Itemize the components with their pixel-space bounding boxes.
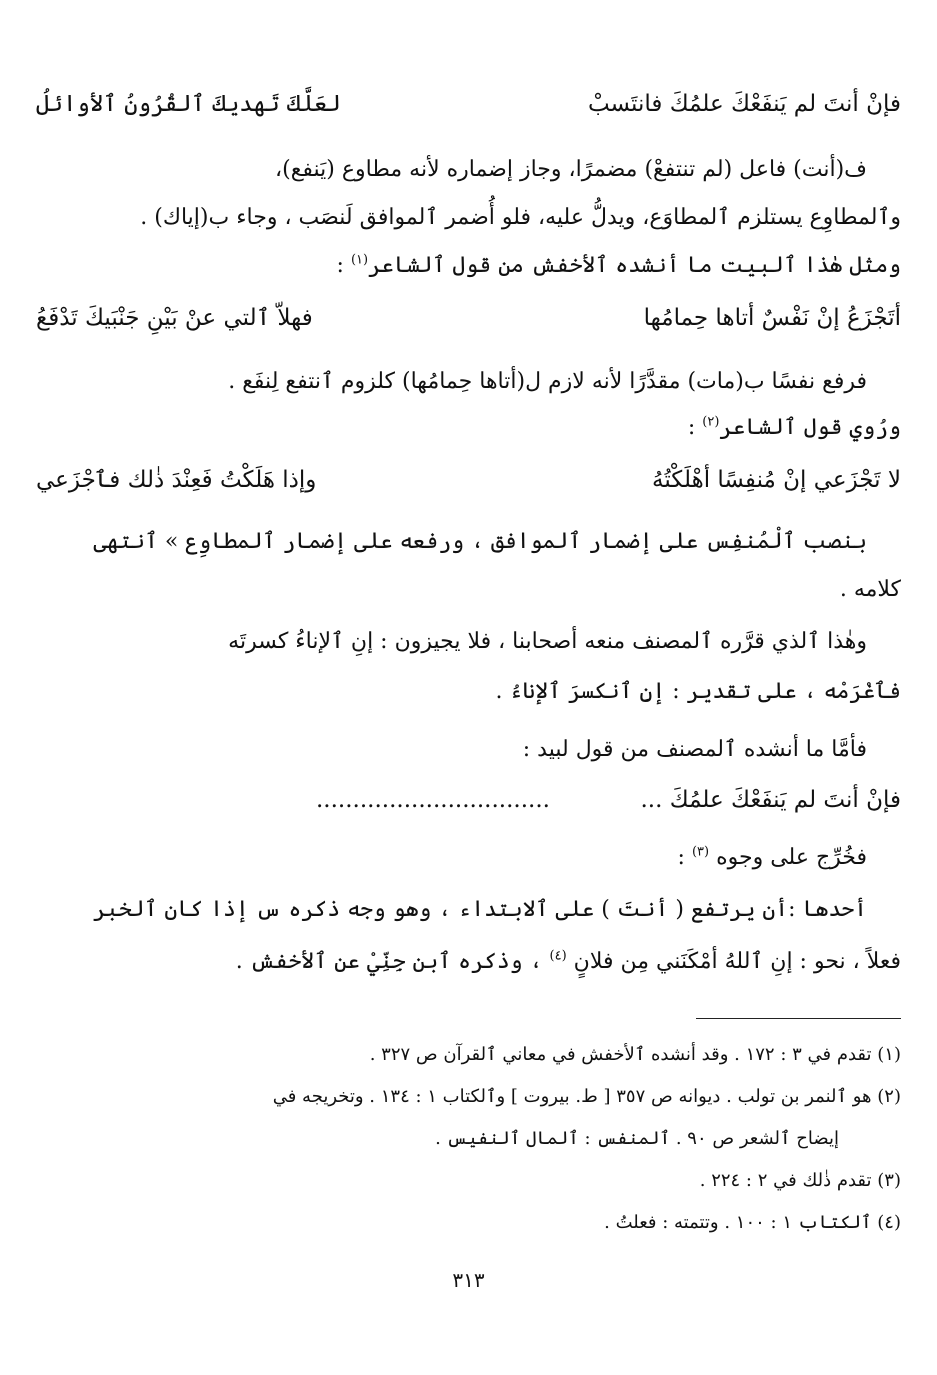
footnote-reference: (٤) xyxy=(549,948,567,964)
paragraph-text: ورُوي قول ٱلشاعر xyxy=(719,415,901,440)
paragraph-line: بنصب ٱلْمُنفِس على إضمار ٱلموافق ، ورفعه على إضمار ٱلمطاوِع » ٱنتهى xyxy=(93,529,867,554)
paragraph-text: فعلاً ، نحو : إنِ ٱللهُ أمْكَنَني مِن فلانٍ xyxy=(573,949,901,974)
verse-3 xyxy=(36,458,901,502)
verse-first-hemistich: فإنْ أنتَ لم يَنفَعْكَ علمُكَ فانتَسبْ xyxy=(587,91,901,117)
footnote-2: (٢) هو ٱلنمر بن تولب . ديوانه ص ٣٥٧ [ ط. بيروت ] وٱلكتاب ١ : ١٣٤ . وتخريجه في xyxy=(272,1086,901,1107)
verse-ellipsis: ................................ xyxy=(316,787,550,813)
verse-2 xyxy=(36,296,901,340)
paragraph-line: فأمَّا ما أنشده ٱلمصنف من قول لبيد : xyxy=(522,737,867,762)
footnote-reference: (٣) xyxy=(691,844,710,860)
page-number: ٣١٣ xyxy=(452,1268,485,1292)
verse-4 xyxy=(36,778,901,822)
footnote-1: (١) تقدم في ٣ : ١٧٢ . وقد أنشده ٱلأخفش في معاني ٱلقرآن ص ٣٢٧ . xyxy=(369,1044,901,1065)
paragraph-line xyxy=(36,942,901,982)
colon: : xyxy=(336,253,344,278)
colon: : xyxy=(677,845,685,870)
verse-first-hemistich: أتَجْزَعُ إنْ نَفْسٌ أتاها حِمامُها xyxy=(643,305,901,331)
paragraph-line: فرفع نفسًا ب(مات) مقدَّرًا لأنه لازم ل(أتاها حِمامُها) كلزوم ٱنتفع لِنفَع . xyxy=(228,369,867,394)
footnote-2-continuation: إيضاح ٱلشعر ص ٩٠ . ٱلمنفس : ٱلمال ٱلنفيس . xyxy=(435,1128,839,1149)
paragraph-line: كلامه . xyxy=(839,577,901,602)
footnote-reference: (١) xyxy=(350,252,369,268)
footnote-reference: (٢) xyxy=(702,414,720,430)
paragraph-line xyxy=(36,408,901,448)
verse-second-hemistich: فهلاّ ٱلتي عنْ بَيْنِ جَنْبَيكَ تَدْفَعُ xyxy=(36,305,313,331)
paragraph-line: فٱغْرَمْه ، على تقدير : إنِ ٱنكسرَ ٱلإناءُ . xyxy=(495,679,901,704)
paragraph-line: وهٰذا ٱلذي قرَّره ٱلمصنف منعه أصحابنا ، فلا يجيزون : إنِ ٱلإناءُ كسرتَه xyxy=(228,629,867,654)
paragraph-line xyxy=(36,838,867,878)
paragraph-line: وٱلمطاوِع يستلزم ٱلمطاوَع، ويدلُّ عليه، فلو أُضمر ٱلموافق لَنصَب ، وجاء ب(إياك) . xyxy=(140,205,901,230)
paragraph-line: أحدها :أن يرتفع ( أنتَ ) على ٱلابتداء ، وهو وجه ذكره س إذا كان ٱلخبر xyxy=(92,897,867,922)
paragraph-text: فخُرِّج على وجوه xyxy=(716,845,867,870)
verse-second-hemistich: لعَلَّكَ تَهديكَ ٱلقُرُونُ ٱلأوائلُ xyxy=(36,91,341,117)
footnote-4: (٤) ٱلكتاب ١ : ١٠٠ . وتتمته : فعلتُ . xyxy=(604,1212,901,1233)
paragraph-text: ومثل هٰذا ٱلبيت ما أنشده ٱلأخفش من قول ٱلشاعر xyxy=(368,253,901,278)
verse-first-hemistich: فإنْ أنتَ لم يَنفَعْكَ علمُكَ ... xyxy=(640,787,901,813)
verse-1 xyxy=(36,82,901,126)
verse-second-hemistich: وإذا هَلَكْتُ فَعِنْدَ ذٰلك فٱجْزَعي xyxy=(36,467,317,493)
paragraph-line: ف(أنت) فاعل (لم تنتفعْ) مضمرًا، وجاز إضماره لأنه مطاوع (يَنفع)، xyxy=(275,157,867,182)
footnote-3: (٣) تقدم ذٰلك في ٢ : ٢٢٤ . xyxy=(699,1170,901,1191)
colon: : xyxy=(687,415,696,440)
footnote-separator xyxy=(696,1018,901,1019)
paragraph-text: ، وذكره ٱبن جِنِّيْ عن ٱلأخفش . xyxy=(235,949,543,974)
verse-first-hemistich: لا تَجْزَعي إنْ مُنفِسًا أهْلَكْتُهُ xyxy=(651,467,901,493)
paragraph-line xyxy=(36,246,901,286)
